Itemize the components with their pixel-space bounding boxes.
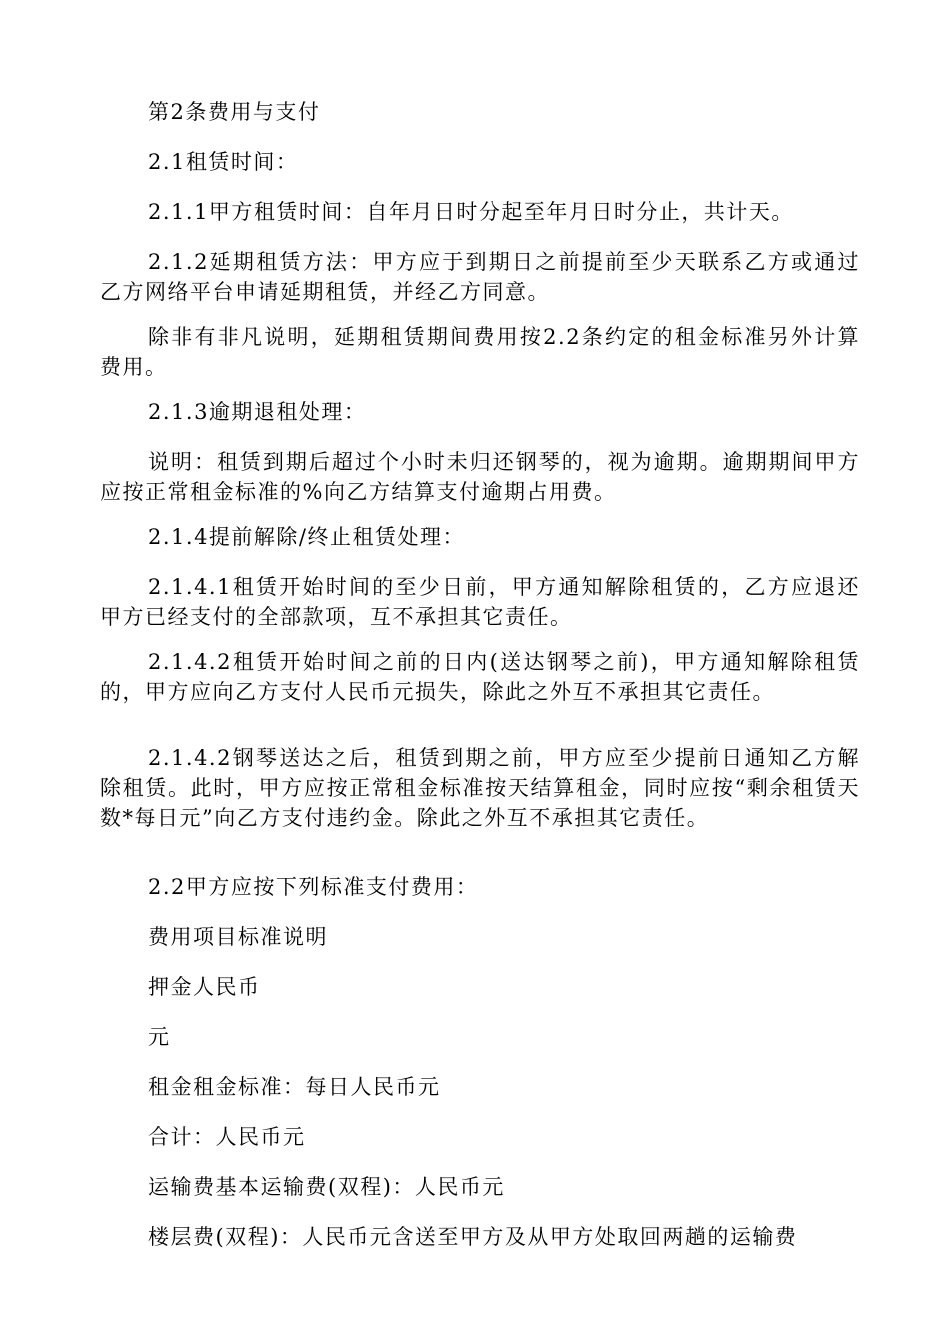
clause-heading: 2.1.4提前解除/终止租赁处理： (148, 525, 466, 549)
clause-paragraph: 2.1.2延期租赁方法：甲方应于到期日之前提前至少天联系乙方或通过乙方网络平台申请延期租赁，并经乙方同意。 (100, 250, 860, 304)
section-heading: 2.2甲方应按下列标准支付费用： (148, 875, 479, 899)
fee-item-transport: 运输费基本运输费(双程)：人民币元 (148, 1175, 505, 1199)
body-paragraph: 说明：租赁到期后超过个小时未归还钢琴的，视为逾期。逾期期间甲方应按正常租金标准的%向乙方结算支付逾期占用费。 (100, 450, 860, 504)
clause-paragraph: 2.1.4.2钢琴送达之后，租赁到期之前，甲方应至少提前日通知乙方解除租赁。此时，甲方应按正常租金标准按天结算租金，同时应按“剩余租赁天数*每日元”向乙方支付违约金。除此之外互不承担其它责任。 (100, 746, 860, 830)
body-paragraph: 除非有非凡说明，延期租赁期间费用按2.2条约定的租金标准另外计算费用。 (100, 325, 860, 379)
fee-item-floor: 楼层费(双程)：人民币元含送至甲方及从甲方处取回两趟的运输费 (148, 1225, 798, 1249)
section-heading: 2.1租赁时间： (148, 150, 299, 174)
clause-paragraph: 2.1.4.2租赁开始时间之前的日内(送达钢琴之前)，甲方通知解除租赁的，甲方应向乙方支付人民币元损失，除此之外互不承担其它责任。 (100, 650, 860, 704)
fee-item-deposit-unit: 元 (148, 1025, 171, 1049)
fee-item-deposit: 押金人民币 (148, 975, 261, 999)
fee-item-total: 合计：人民币元 (148, 1125, 306, 1149)
clause-paragraph: 2.1.1甲方租赁时间：自年月日时分起至年月日时分止，共计天。 (148, 200, 794, 224)
clause-heading: 2.1.3逾期退租处理： (148, 400, 367, 424)
fee-item-rent: 租金租金标准：每日人民币元 (148, 1075, 441, 1099)
clause-paragraph: 2.1.4.1租赁开始时间的至少日前，甲方通知解除租赁的，乙方应退还甲方已经支付的全部款项，互不承担其它责任。 (100, 575, 860, 629)
fee-table-header: 费用项目标准说明 (148, 925, 328, 949)
article-heading: 第2条费用与支付 (148, 100, 321, 124)
